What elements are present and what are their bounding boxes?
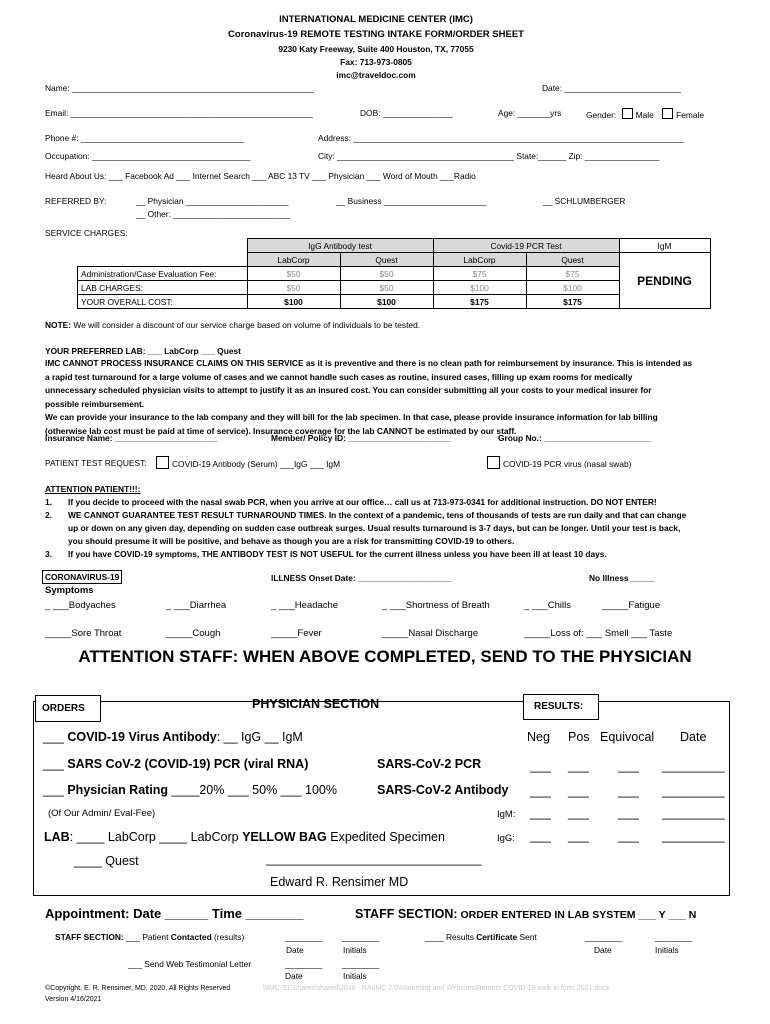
para-line: (otherwise lab cost must be paid at time of service). Insurance coverage for the lab CANNOT be estimated by our staff. [45,425,517,436]
lab-label: LAB [44,830,70,844]
testimonial-option[interactable]: ___ Send Web Testimonial Letter [128,959,252,969]
member-id-field[interactable]: Member/ Policy ID: ______________________ [271,433,451,443]
city-state-zip-field[interactable]: City: ______________________________________ State:______ Zip: ________________ [318,151,660,161]
form-title: Coronavirus-19 REMOTE TESTING INTAKE FORM/ORDER SHEET [228,29,524,40]
service-charges-title: SERVICE CHARGES: [45,228,128,238]
age-field[interactable]: Age: _______yrs [498,108,562,118]
patient-contacted-prefix: ___ Patient [123,932,171,942]
symptom-item[interactable]: _ ___Shortness of Breath [382,600,490,611]
result-blank[interactable]: ___ [530,829,551,843]
service-charges-table [77,238,711,309]
illness-onset-field[interactable]: ILLNESS Onset Date: ____________________ [271,573,452,583]
insurance-paragraph [45,357,725,438]
symptoms-title: Symptoms [45,585,94,596]
lab-selection[interactable] [44,830,445,844]
certificate-label: Certificate [476,932,518,942]
igm-header: IgM [619,239,710,253]
para-line: possible reimbursement. [45,398,145,409]
result-date-blank[interactable]: _________ [662,759,725,773]
result-blank[interactable]: ___ [530,806,551,820]
copyright: ©Copyright, E. R. Rensimer, MD, 2020, All Rights Reserved [45,985,231,992]
sars-antibody-label: SARS-CoV-2 Antibody [377,783,509,797]
attention-line: WE CANNOT GUARANTEE TEST RESULT TURNAROUND TIMES. In the context of a pandemic, tens of thousands of tests are run daily and that can change [68,510,687,520]
female-checkbox[interactable] [662,108,673,119]
cell-value: $100 [433,281,526,295]
referred-business[interactable]: __ Business ______________________ [336,196,487,206]
symptom-item[interactable]: _ ___Bodyaches [45,600,116,611]
date-caption: Date [285,971,303,981]
staff-banner: ATTENTION STAFF: WHEN ABOVE COMPLETED, SEND TO THE PHYSICIAN [78,647,692,666]
sent-label: Sent [517,932,537,942]
staff-section-label: STAFF SECTION: [355,907,458,921]
attention-title: ATTENTION PATIENT!!!: [45,484,141,494]
result-blank[interactable]: ___ [618,784,639,798]
physician-rating-options: ____20% ___ 50% ___ 100% [168,783,337,797]
attention-num: 2. [45,510,52,520]
para-line: We can provide your insurance to the lab company and they will bill for the lab specimen. In that case, please provide insurance information for lab billing [45,412,658,422]
certificate-initials-blank[interactable]: ________ [655,932,693,942]
order-prefix: ___ [43,783,68,797]
result-date-blank[interactable]: _________ [662,806,725,820]
attention-line: If you have COVID-19 symptoms, THE ANTIBODY TEST IS NOT USEFUL for the current illness unless you have been ill at least 10 days. [68,549,607,559]
contacted-initials-blank[interactable]: ________ [342,932,380,942]
cell-value: $175 [526,295,619,309]
results-prefix: ____ Results [425,932,477,942]
phone-field[interactable]: Phone #: ___________________________________ [45,133,244,143]
result-blank[interactable]: ___ [568,829,589,843]
result-date-blank[interactable]: _________ [662,784,725,798]
cell-value: $175 [433,295,526,309]
symptom-item[interactable]: _____Sore Throat [45,628,122,639]
appointment-fields[interactable]: Appointment: Date ______ Time ________ [45,906,304,921]
result-blank[interactable]: ___ [618,759,639,773]
staff-section-small: STAFF SECTION: [55,932,124,942]
yellow-bag: YELLOW BAG [242,830,327,844]
clinic-address: 9230 Katy Freeway, Suite 400 Houston, TX, 77055 [278,44,474,54]
order-prefix: ___ [43,730,68,744]
result-blank[interactable]: ___ [568,784,589,798]
sars-pcr-label: SARS-CoV-2 PCR [377,757,482,771]
cell-value: $50 [247,267,340,281]
antibody-order-options: : __ IgG __ IgM [216,730,303,744]
note-label: NOTE: [45,320,72,330]
symptom-item[interactable]: _____Loss of: ___ Smell ___ Taste [524,628,673,639]
result-date-blank[interactable]: _________ [662,829,725,843]
symptom-item[interactable]: _____Cough [166,628,221,639]
gender-group [586,108,704,120]
preferred-lab[interactable]: YOUR PREFERRED LAB: ___ LabCorp ___ Quest [45,346,241,356]
row-label: LAB CHARGES: [78,281,248,295]
para-line: a rapid test turnaround for a large volume of cases and we cannot handle such cases as routine, insured cases, filling up exam rooms for medically [45,371,633,382]
results-pos-header: Pos [568,730,590,744]
order-prefix: ___ [43,757,68,771]
date-caption: Date [286,945,304,955]
date-field[interactable]: Date: _________________________ [542,83,681,93]
pcr-order[interactable] [43,757,308,771]
cell-value: $50 [247,281,340,295]
results-neg-header: Neg [527,730,550,744]
pcr-header: Covid-19 PCR Test [433,239,619,253]
result-blank[interactable]: ___ [530,759,551,773]
attention-line: up or down on any given day, depending on sudden case outbreak surges. Usual results turnaround is 3-7 days, but can be longer. Until your test is back, [68,523,681,533]
results-box: RESULTS: [523,694,599,720]
physician-rating[interactable] [43,783,337,797]
cell-value: $50 [340,267,433,281]
symptom-item[interactable]: _ ___Chills [524,600,571,611]
initials-caption: Initials [343,971,367,981]
clinic-email: imc@traveldoc.com [336,70,416,80]
coronavirus-box: CORONAVIRUS-19 [42,570,122,584]
para-line: unnecessary scheduled physician visits to attempt to justify it as an insured cost. You can consider submitting all your costs to your medical insurer for [45,385,652,395]
heard-about-us[interactable]: Heard About Us: ___ Facebook Ad ___ Internet Search ___ ABC 13 TV ___ Physician ___ Word of Mouth ___Radio [45,171,476,181]
attention-num: 3. [45,549,52,559]
note-text: We will consider a discount of our service charge based on volume of individuals to be tested. [71,320,421,330]
contacted-label: Contacted [170,932,212,942]
pcr-quest: Quest [526,253,619,267]
female-label: Female [676,110,705,120]
occupation-field[interactable]: Occupation: __________________________________ [45,151,251,161]
test-request-label: PATIENT TEST REQUEST: [45,458,147,468]
gender-label: Gender: [586,110,617,120]
contacted-date-blank[interactable]: ________ [285,932,323,942]
certificate-sent-row[interactable] [425,932,537,942]
igg-quest: Quest [340,253,433,267]
referred-label: REFERRED BY: [45,196,107,206]
referred-schlumberger[interactable]: __ SCHLUMBERGER [543,196,626,206]
antibody-request [156,456,340,469]
expedited-specimen: Expedited Specimen [326,830,445,844]
pcr-request [487,456,631,469]
cell-value: $100 [526,281,619,295]
referred-other[interactable]: __ Other: _________________________ [136,209,290,219]
no-illness-field[interactable]: No Illness _____ [589,573,655,583]
para-line: IMC CANNOT PROCESS INSURANCE CLAIMS ON THIS SERVICE as it is preventive and there is no clean path for reimbursement by insurance. This is intended as [45,358,693,368]
initials-caption: Initials [655,945,679,955]
result-blank[interactable]: ___ [568,806,589,820]
antibody-order-name: COVID-19 Virus Antibody [67,730,217,744]
result-blank[interactable]: ___ [530,784,551,798]
igm-pending: PENDING [619,253,710,309]
clinic-fax: Fax: 713-973-0805 [340,57,412,67]
doctor-name: Edward R. Rensimer MD [270,875,409,889]
igg-header: IgG Antibody test [247,239,433,253]
file-path: \\IMC-S1\Shares\shared\2018 - RA\IMC 2.0\Marketing and Websites\Remote COVID-19 walk in form 2021.docx [263,985,610,992]
version: Version 4/16/2021 [45,996,102,1003]
email-field[interactable]: Email: ____________________________________________________ [45,108,313,118]
initials-caption: Initials [343,945,367,955]
pcr-request-label: COVID-19 PCR virus (nasal swab) [503,459,632,469]
pcr-labcorp: LabCorp [433,253,526,267]
name-field[interactable]: Name: ____________________________________________________ [45,83,315,93]
antibody-request-label: COVID-19 Antibody (Serum) ___IgG ___ IgM [172,459,341,469]
pcr-order-name: SARS CoV-2 (COVID-19) PCR (viral RNA) [67,757,309,771]
quest-option[interactable]: ____ Quest [74,854,139,868]
result-blank[interactable]: ___ [618,806,639,820]
signature-line[interactable]: _______________________________ [266,852,482,866]
lab-options: : ____ LabCorp ____ LabCorp [69,830,243,844]
symptom-item[interactable]: _____Nasal Discharge [382,628,479,639]
testimonial-date-blank[interactable]: ________ [285,959,323,969]
symptom-item[interactable]: _ ___Diarrhea [166,600,227,611]
result-blank[interactable]: ___ [618,829,639,843]
symptom-item[interactable]: _ ___Headache [271,600,339,611]
antibody-checkbox[interactable] [156,456,169,469]
male-label: Male [635,110,654,120]
antibody-order[interactable] [43,730,303,744]
certificate-date-blank[interactable]: ________ [585,932,623,942]
row-label: Administration/Case Evaluation Fee: [78,267,248,281]
insurance-name-field[interactable]: Insurance Name: ______________________ [45,433,218,443]
orders-box: ORDERS [35,695,101,722]
cell-value: $50 [340,281,433,295]
dob-field[interactable]: DOB: _______________ [360,108,453,118]
male-checkbox[interactable] [622,108,633,119]
contacted-rest: (results) [211,932,245,942]
pcr-checkbox[interactable] [487,456,500,469]
date-caption: Date [594,945,612,955]
org-name: INTERNATIONAL MEDICINE CENTER (IMC) [279,14,473,25]
staff-order-entered[interactable] [355,907,696,921]
note [45,320,420,330]
cell-value: $75 [433,267,526,281]
address-field[interactable]: Address: _______________________________________________________________________ [318,133,685,143]
results-date-header: Date [680,730,707,744]
physician-rating-label: Physician Rating [67,783,169,797]
igm-label: IgM: [497,809,516,820]
order-entered-text: ORDER ENTERED IN LAB SYSTEM ___ Y ___ N [457,909,697,921]
cell-value: $100 [247,295,340,309]
attention-line: you should presume it will be positive, and behave as though you are a risk for transmitting COVID-19 to others. [68,536,515,546]
igg-labcorp: LabCorp [247,253,340,267]
referred-physician[interactable]: __ Physician ______________________ [136,196,289,206]
attention-line: If you decide to proceed with the nasal swab PCR, when you arrive at our office… call us at 713-973-0341 for additional instruction. DO NOT ENTER! [68,497,657,507]
testimonial-initials-blank[interactable]: ________ [342,959,380,969]
result-blank[interactable]: ___ [568,759,589,773]
physician-section-title: PHYSICIAN SECTION [252,697,380,711]
cell-value: $100 [340,295,433,309]
attention-num: 1. [45,497,52,507]
eval-fee-note: (Of Our Admin/ Eval-Fee) [48,808,156,819]
cell-value: $75 [526,267,619,281]
row-label: YOUR OVERALL COST: [78,295,248,309]
results-equivocal-header: Equivocal [600,730,655,744]
symptom-item[interactable]: _____Fever [271,628,322,639]
patient-contacted-row[interactable] [55,932,244,942]
igg-label: IgG: [497,833,515,844]
symptom-item[interactable]: _____Fatigue [602,600,661,611]
group-no-field[interactable]: Group No.: _______________________ [498,433,652,443]
